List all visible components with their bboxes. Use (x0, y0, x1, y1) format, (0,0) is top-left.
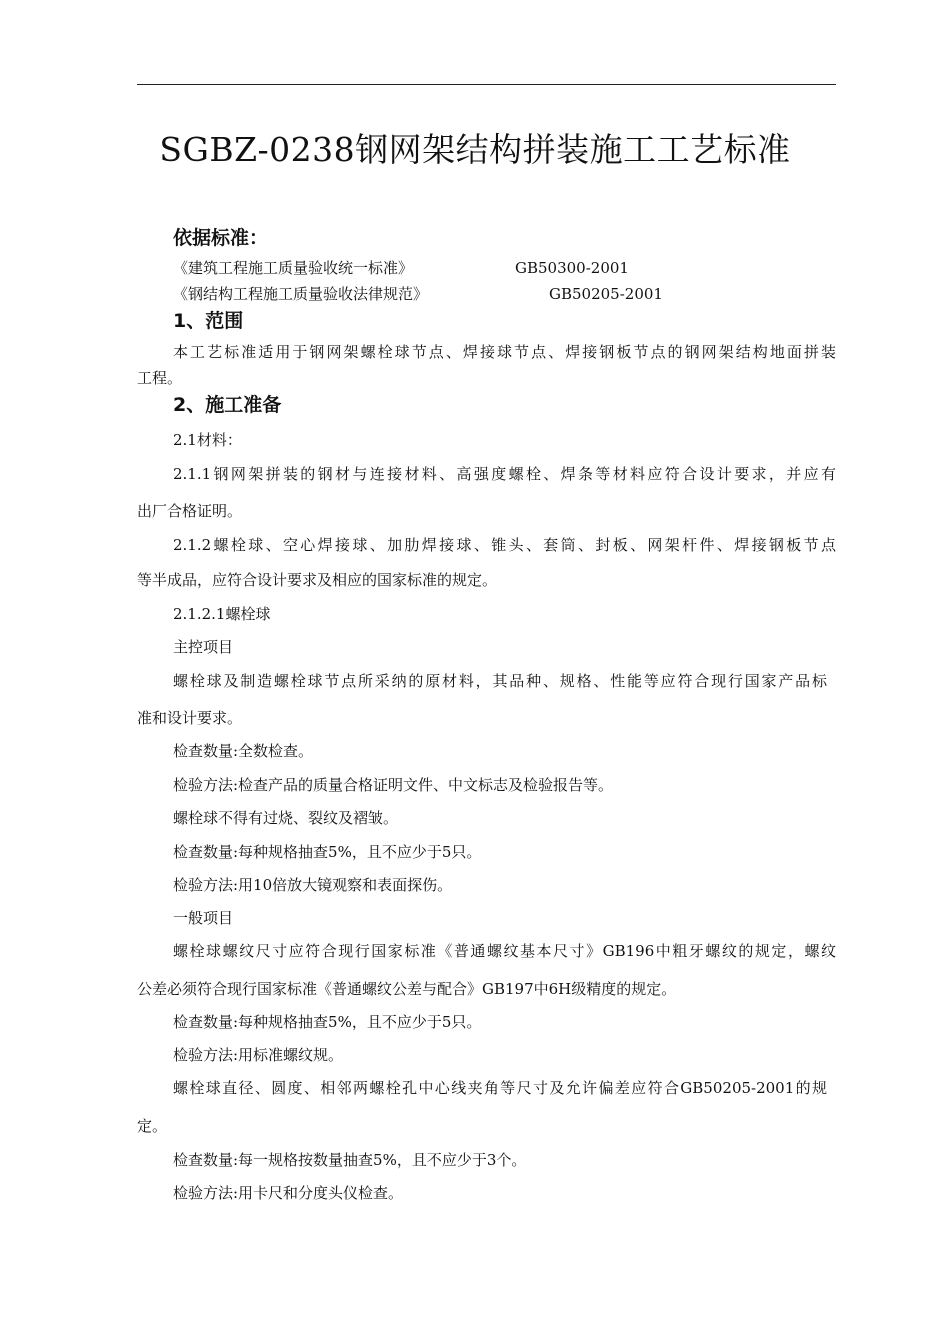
paragraph-line: 检查数量:每一规格按数量抽查5%，且不应少于3个。 (173, 1151, 527, 1169)
paragraph-line: 公差必须符合现行国家标准《普通螺纹公差与配合》GB197中6H级精度的规定。 (137, 980, 677, 998)
paragraph-line: 准和设计要求。 (137, 709, 243, 727)
reference-code: GB50300-2001 (515, 259, 629, 277)
paragraph-line: 螺栓球螺纹尺寸应符合现行国家标准《普通螺纹基本尺寸》GB196中粗牙螺纹的规定，螺纹 (173, 942, 836, 960)
reference-name: 《建筑工程施工质量验收统一标准》 (173, 259, 414, 277)
subsection-label: 2.1材料： (173, 431, 242, 449)
paragraph-line: 检查数量:每种规格抽查5%，且不应少于5只。 (173, 843, 482, 861)
section-2-heading: 2、施工准备 (173, 394, 282, 416)
document-title: SGBZ-0238钢网架结构拼装施工工艺标准 (159, 130, 791, 169)
paragraph-line: 螺栓球直径、圆度、相邻两螺栓孔中心线夹角等尺寸及允许偏差应符合GB50205-2001的规 (173, 1079, 827, 1097)
paragraph-line: 2.1.1钢网架拼装的钢材与连接材料、高强度螺栓、焊条等材料应符合设计要求，并应有 (173, 465, 836, 483)
main-items-label: 主控项目 (173, 638, 234, 656)
subsection-label: 2.1.2.1螺栓球 (173, 605, 271, 623)
paragraph-line: 检验方法:用标准螺纹规。 (173, 1046, 344, 1064)
reference-name: 《钢结构工程施工质量验收法律规范》 (173, 285, 429, 303)
paragraph-line: 检查数量:全数检查。 (173, 742, 314, 760)
paragraph-line: 等半成品，应符合设计要求及相应的国家标准的规定。 (137, 571, 498, 589)
paragraph-line: 2.1.2螺栓球、空心焊接球、加肋焊接球、锥头、套筒、封板、网架杆件、焊接钢板节点 (173, 536, 836, 554)
paragraph-line: 工程。 (137, 369, 183, 387)
general-items-label: 一般项目 (173, 909, 234, 927)
paragraph-line: 螺栓球不得有过烧、裂纹及褶皱。 (173, 809, 399, 827)
paragraph-line: 出厂合格证明。 (137, 502, 243, 520)
section-1-heading: 1、范围 (173, 310, 244, 332)
paragraph-line: 检验方法:用卡尺和分度头仪检查。 (173, 1184, 404, 1202)
paragraph-line: 检查数量:每种规格抽查5%，且不应少于5只。 (173, 1013, 482, 1031)
paragraph-line: 本工艺标准适用于钢网架螺栓球节点、焊接球节点、焊接钢板节点的钢网架结构地面拼装 (173, 343, 836, 361)
paragraph-line: 检验方法:检查产品的质量合格证明文件、中文标志及检验报告等。 (173, 776, 614, 794)
paragraph-line: 检验方法:用10倍放大镜观察和表面探伤。 (173, 876, 453, 894)
basis-heading: 依据标准： (173, 227, 269, 249)
reference-code: GB50205-2001 (549, 285, 663, 303)
paragraph-line: 螺栓球及制造螺栓球节点所采纳的原材料，其品种、规格、性能等应符合现行国家产品标 (173, 672, 827, 690)
header-rule (137, 84, 836, 85)
paragraph-line: 定。 (137, 1117, 168, 1135)
